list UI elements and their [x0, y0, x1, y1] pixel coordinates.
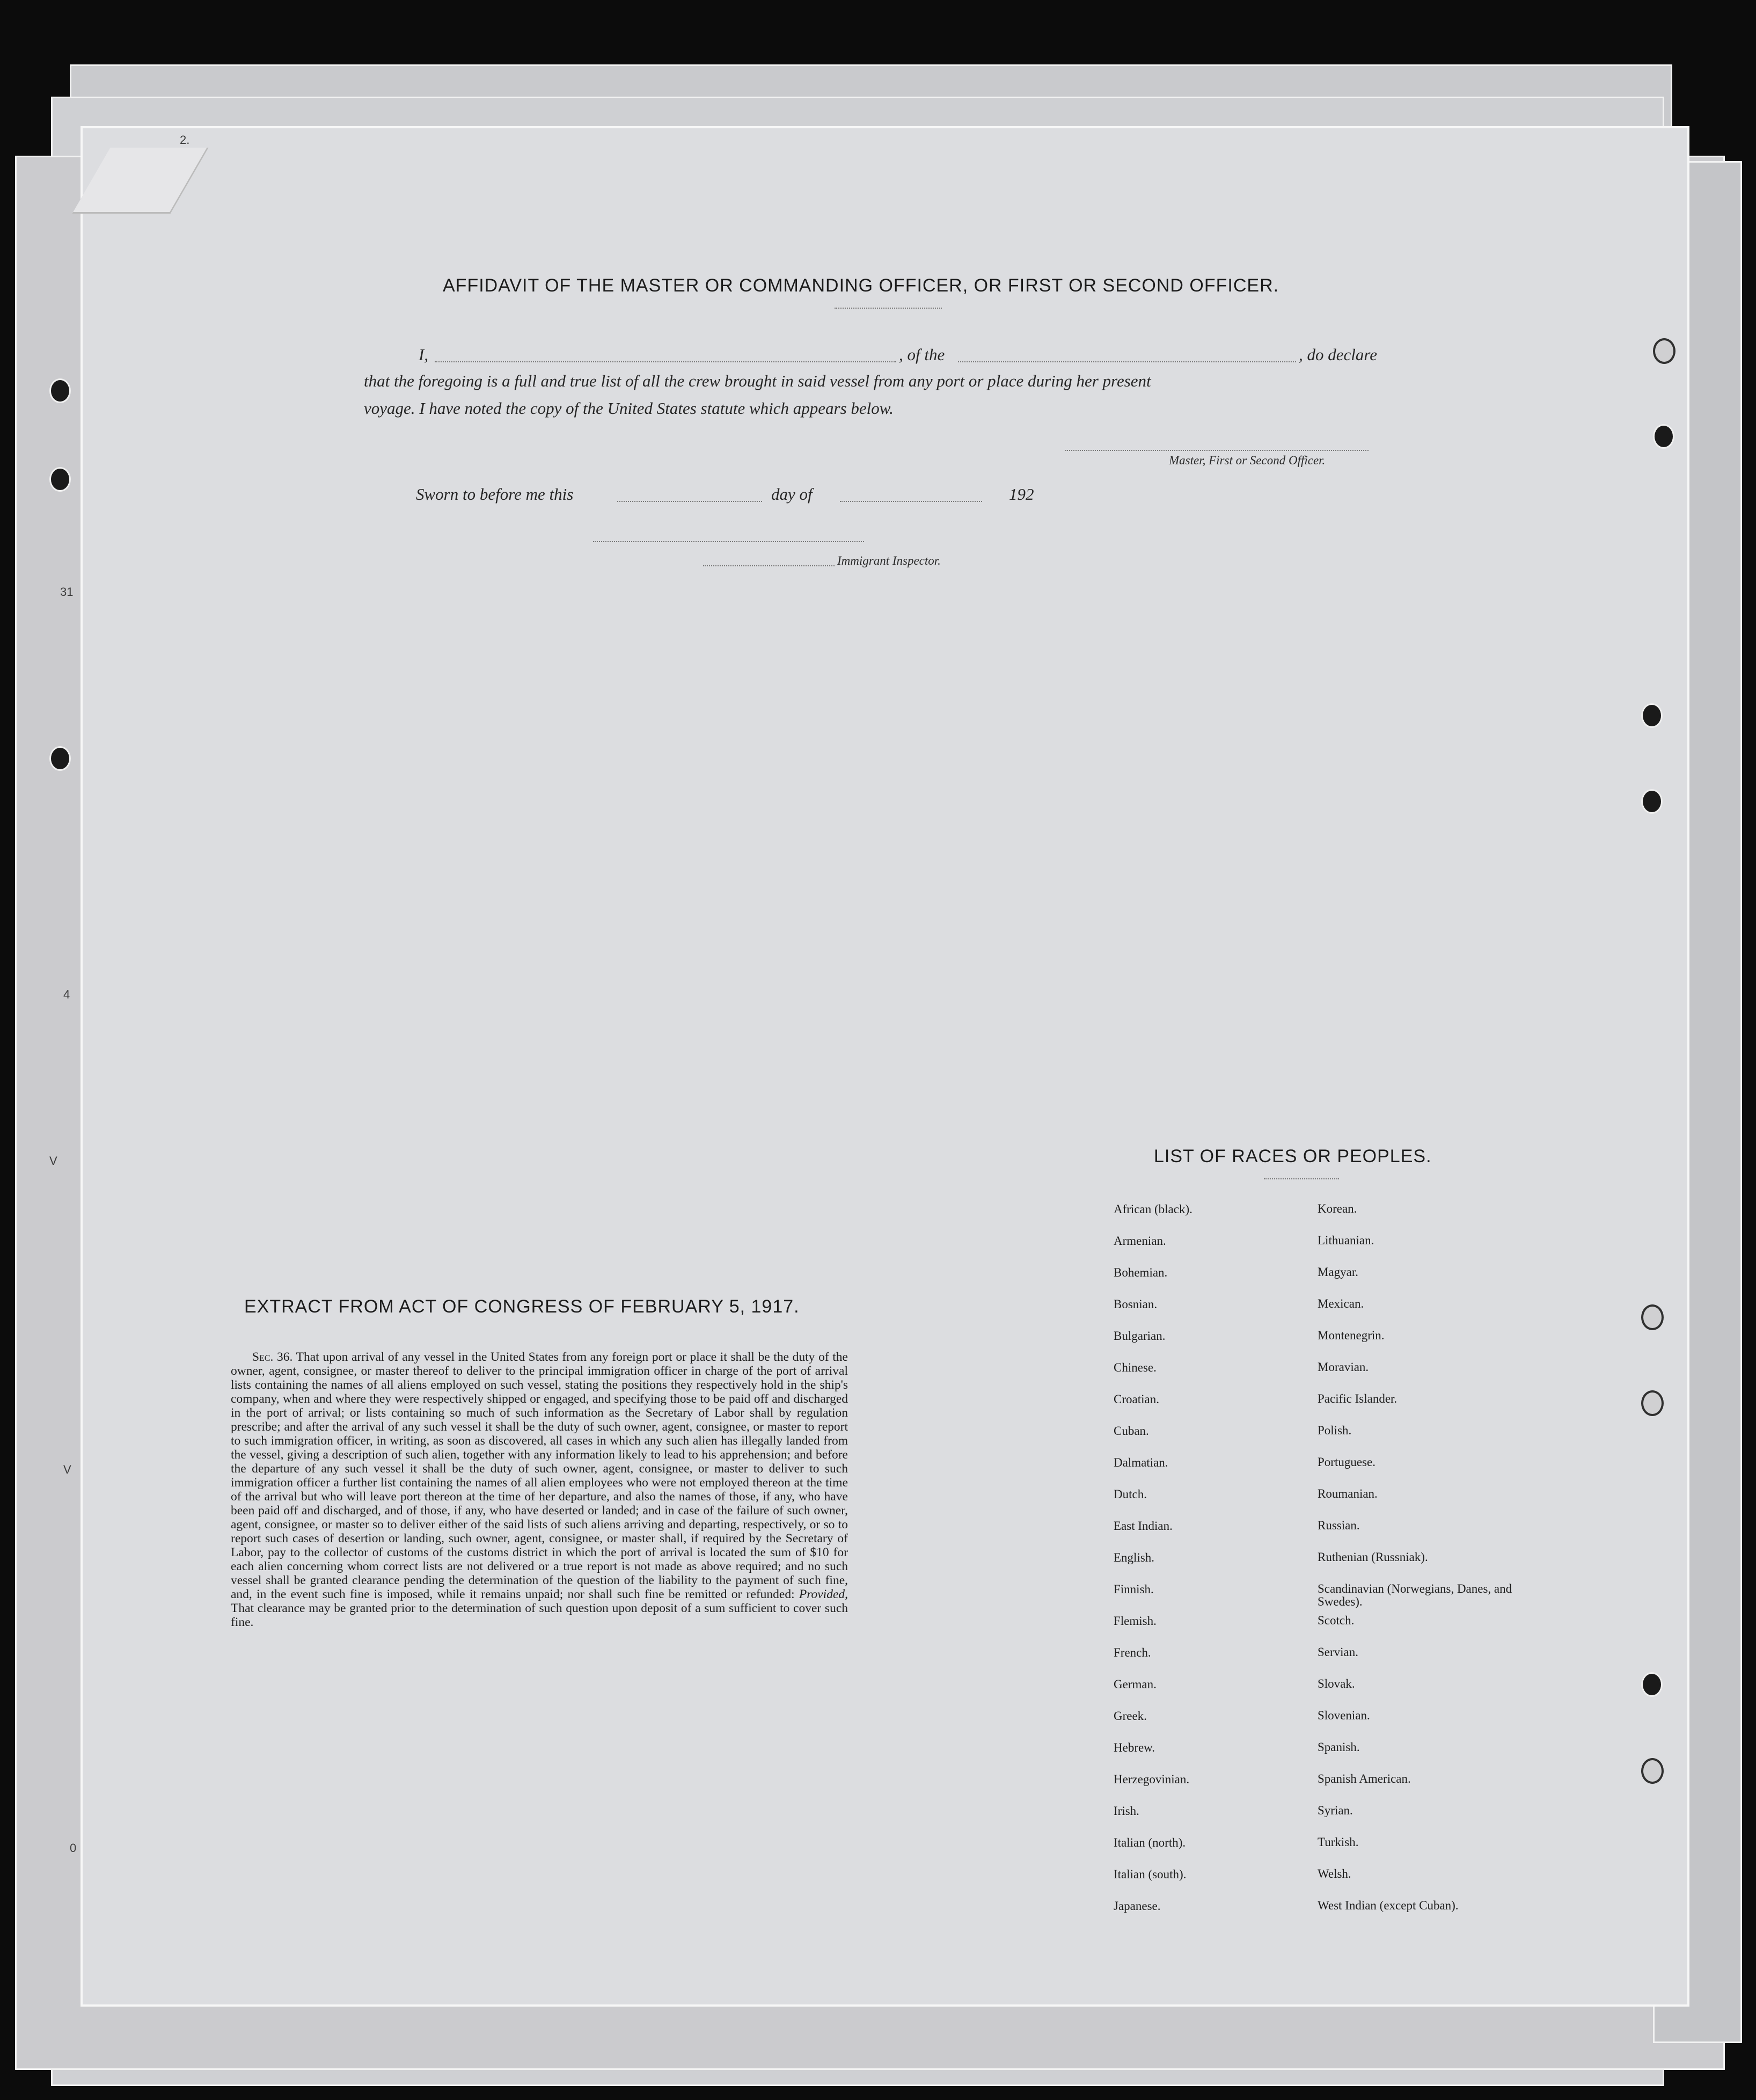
- affidavit-declare: , do declare: [1299, 345, 1378, 364]
- race-name: Mexican.: [1318, 1297, 1364, 1310]
- race-name: Welsh.: [1318, 1867, 1351, 1880]
- race-name: African (black).: [1114, 1202, 1192, 1216]
- punch-hole: [1641, 1390, 1664, 1416]
- race-name: Bulgarian.: [1114, 1329, 1166, 1343]
- name-field[interactable]: [435, 361, 896, 362]
- provided-word: Provided,: [799, 1587, 848, 1601]
- race-name: Dutch.: [1114, 1488, 1147, 1501]
- sworn-month-field[interactable]: [840, 501, 982, 502]
- vessel-field[interactable]: [958, 361, 1296, 362]
- signature-line[interactable]: [1065, 450, 1369, 451]
- sworn-prefix: Sworn to before me this: [416, 485, 574, 504]
- margin-note: 0: [70, 1841, 77, 1855]
- race-name: Spanish.: [1318, 1740, 1360, 1754]
- race-name: Syrian.: [1318, 1804, 1353, 1817]
- race-row: [1114, 1392, 1521, 1424]
- race-name: Lithuanian.: [1318, 1234, 1374, 1247]
- race-name: Slovenian.: [1318, 1709, 1370, 1722]
- divider: [1264, 1178, 1339, 1179]
- margin-note: V: [49, 1154, 57, 1168]
- race-name: French.: [1114, 1646, 1151, 1659]
- inspector-line[interactable]: [593, 541, 864, 542]
- margin-note: 4: [63, 988, 70, 1001]
- statute-text: [231, 1350, 848, 1629]
- race-name: Herzegovinian.: [1114, 1773, 1190, 1786]
- race-name: Pacific Islander.: [1318, 1392, 1398, 1405]
- race-name: Portuguese.: [1318, 1455, 1375, 1469]
- race-name: Finnish.: [1114, 1583, 1154, 1596]
- sworn-year: 192: [1009, 485, 1034, 504]
- race-row: [1114, 1614, 1521, 1646]
- race-name: Scandinavian (Norwegians, Danes, and Swedes).: [1318, 1582, 1512, 1608]
- race-name: Russian.: [1318, 1519, 1360, 1532]
- race-row: [1114, 1234, 1521, 1266]
- race-name: Turkish.: [1318, 1835, 1359, 1849]
- affidavit-title: AFFIDAVIT OF THE MASTER OR COMMANDING OFFICER, OR FIRST OR SECOND OFFICER.: [443, 275, 1279, 296]
- margin-note: 2.: [180, 133, 190, 147]
- punch-hole: [49, 467, 71, 492]
- margin-note: V: [63, 1463, 71, 1476]
- race-name: German.: [1114, 1678, 1157, 1691]
- inspector-caption: Immigrant Inspector.: [837, 554, 941, 567]
- race-name: Italian (north).: [1114, 1836, 1186, 1849]
- race-name: Scotch.: [1318, 1614, 1355, 1627]
- race-row: [1114, 1868, 1521, 1899]
- sworn-day-label: day of: [771, 485, 813, 504]
- race-row: [1114, 1424, 1521, 1456]
- sworn-day-field[interactable]: [617, 501, 762, 502]
- race-name: Korean.: [1318, 1202, 1357, 1215]
- punch-hole: [1653, 338, 1675, 364]
- race-row: [1114, 1583, 1521, 1614]
- affidavit-i: I,: [419, 345, 429, 364]
- race-row: [1114, 1678, 1521, 1709]
- race-name: Ruthenian (Russniak).: [1318, 1550, 1428, 1564]
- statute-body-end: That clearance may be granted prior to the determination of such question upon deposit of a sum sufficient to cover such fine.: [231, 1601, 848, 1629]
- races-list: [1114, 1202, 1521, 1931]
- punch-hole: [1641, 1304, 1664, 1330]
- race-name: Moravian.: [1318, 1360, 1369, 1374]
- race-row: [1114, 1773, 1521, 1804]
- race-name: Chinese.: [1114, 1361, 1157, 1374]
- race-row: [1114, 1202, 1521, 1234]
- race-row: [1114, 1646, 1521, 1678]
- punch-hole: [1641, 789, 1663, 814]
- race-name: Slovak.: [1318, 1677, 1355, 1690]
- race-name: Greek.: [1114, 1709, 1147, 1723]
- signature-caption: Master, First or Second Officer.: [1169, 454, 1326, 467]
- punch-hole: [1641, 703, 1663, 728]
- race-name: Irish.: [1114, 1804, 1139, 1818]
- race-name: West Indian (except Cuban).: [1318, 1899, 1459, 1912]
- race-name: Japanese.: [1114, 1899, 1161, 1913]
- punch-hole: [1641, 1758, 1664, 1784]
- race-name: Italian (south).: [1114, 1868, 1187, 1881]
- race-row: [1114, 1297, 1521, 1329]
- race-row: [1114, 1804, 1521, 1836]
- races-title: LIST OF RACES OR PEOPLES.: [1154, 1146, 1432, 1166]
- race-name: Servian.: [1318, 1645, 1359, 1659]
- inspector-line-2: [703, 565, 835, 566]
- race-name: Spanish American.: [1318, 1772, 1411, 1785]
- race-name: Cuban.: [1114, 1424, 1149, 1438]
- race-name: Magyar.: [1318, 1265, 1359, 1279]
- race-name: Armenian.: [1114, 1234, 1166, 1248]
- section-label: Sec. 36.: [252, 1350, 293, 1364]
- race-row: [1114, 1551, 1521, 1583]
- race-name: Roumanian.: [1318, 1487, 1378, 1500]
- race-row: [1114, 1488, 1521, 1519]
- punch-hole: [1641, 1672, 1663, 1697]
- punch-hole: [1653, 424, 1674, 449]
- punch-hole: [49, 746, 71, 771]
- affidavit-line3: voyage. I have noted the copy of the United States statute which appears below.: [364, 399, 894, 418]
- race-row: [1114, 1456, 1521, 1488]
- race-name: Bosnian.: [1114, 1297, 1158, 1311]
- statute-body: That upon arrival of any vessel in the United States from any foreign port or place it shall be the duty of the owner, agent, consignee, or master thereof to deliver to the principal immigration officer in charge of the port of arrival lists containing the names of all aliens employed on such vessel, stating the positions they respectively hold in the ship's company, when and where they were respectively shipped or engaged, and specifying those to be paid off and discharged in the port of arrival; or lists containing so much of such information as the Secretary of Labor shall by regulation prescribe; and after the arrival of any such vessel it shall be the duty of such owner, agent, consignee, or master to report to such immigration officer, in writing, as soon as discovered, all cases in which any such alien has illegally landed from the vessel, giving a description of such alien, together with any information likely to lead to his apprehension; and before the departure of any such vessel it shall be the duty of such owner, agent, consignee, or master to deliver to such immigration officer a further list containing the names of all alien employees who were not employed thereon at the time of the arrival but who will leave port thereon at the time of her departure, and also the names of those, if any, who have been paid off and discharged, and of those, if any, who have deserted or landed; and in case of the failure of such owner, agent, consignee, or master so to deliver either of the said lists of such aliens arriving and departing, respectively, or so to report such cases of desertion or landing, such owner, agent, consignee, or master shall, if required by the Secretary of Labor, pay to the collector of customs of the customs district in which the port of arrival is located the sum of $10 for each alien concerning whom correct lists are not delivered or a true report is not made as above required; and no such vessel shall be granted clearance pending the determination of the question of the liability to the payment of such fine, and, in the event such fine is imposed, while it remains unpaid; nor shall such fine be remitted or refunded:: [231, 1350, 848, 1601]
- affidavit-of-the: , of the: [899, 345, 945, 364]
- extract-title: EXTRACT FROM ACT OF CONGRESS OF FEBRUARY 5, 1917.: [244, 1296, 800, 1317]
- race-row: [1114, 1329, 1521, 1361]
- race-row: [1114, 1836, 1521, 1868]
- race-name: Hebrew.: [1114, 1741, 1155, 1754]
- race-row: [1114, 1709, 1521, 1741]
- race-name: Flemish.: [1114, 1614, 1157, 1628]
- race-row: [1114, 1519, 1521, 1551]
- affidavit-line2: that the foregoing is a full and true list of all the crew brought in said vessel from any port or place during her present: [364, 371, 1151, 390]
- race-row: [1114, 1899, 1521, 1931]
- race-name: English.: [1114, 1551, 1155, 1564]
- race-row: [1114, 1361, 1521, 1392]
- punch-hole: [49, 378, 71, 403]
- divider: [835, 308, 942, 309]
- race-name: Montenegrin.: [1318, 1329, 1385, 1342]
- race-name: East Indian.: [1114, 1519, 1173, 1533]
- race-name: Croatian.: [1114, 1392, 1159, 1406]
- race-row: [1114, 1266, 1521, 1297]
- race-row: [1114, 1741, 1521, 1773]
- race-name: Dalmatian.: [1114, 1456, 1168, 1469]
- race-name: Polish.: [1318, 1424, 1352, 1437]
- margin-note: 31: [60, 585, 74, 599]
- race-name: Bohemian.: [1114, 1266, 1168, 1279]
